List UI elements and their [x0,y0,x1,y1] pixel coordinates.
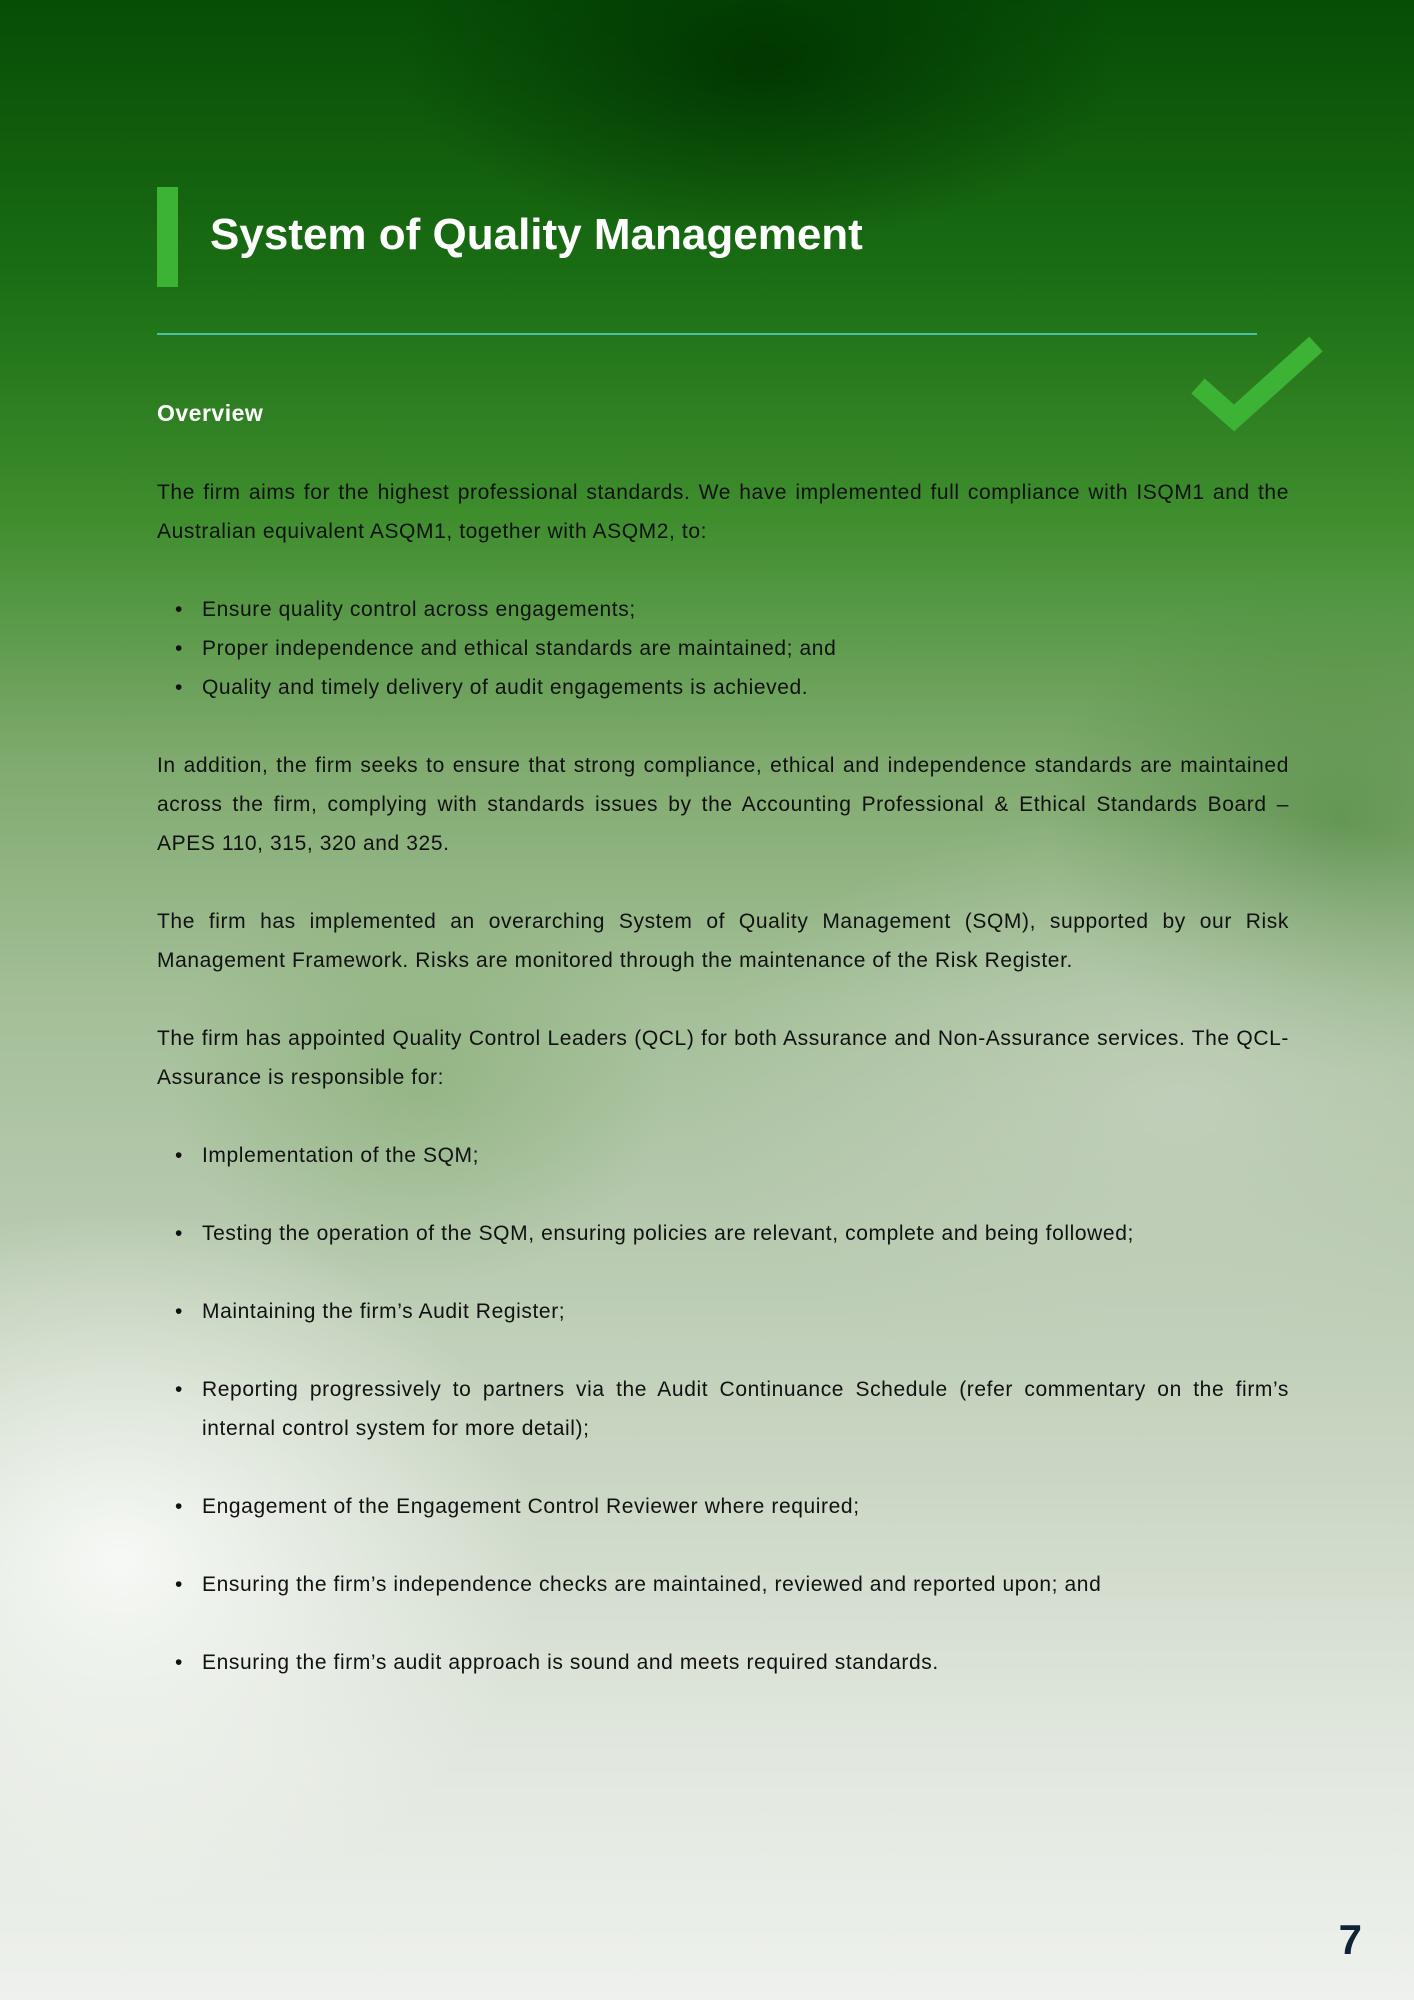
title-accent-bar [157,187,178,287]
intro-paragraph: The firm aims for the highest professional standards. We have implemented full compliance with ISQM1 and the Australian equivalent ASQM1, together with ASQM2, to: [157,481,1289,543]
list-item: • Proper independence and ethical standards are maintained; and [157,629,1289,668]
list-item: • Reporting progressively to partners via the Audit Continuance Schedule (refer commentary on the firm’s internal control system for more detail); [157,1370,1289,1448]
list-item: • Engagement of the Engagement Control Reviewer where required; [157,1487,1289,1526]
section-heading: Overview [157,400,264,426]
compliance-paragraph: In addition, the firm seeks to ensure that strong compliance, ethical and independence standards are maintained across the firm, complying with standards issues by the Accounting Professional & Ethical Standards Board – APES 110, 315, 320 and 325. [157,754,1289,855]
list-item: • Ensuring the firm’s audit approach is sound and meets required standards. [157,1643,1289,1682]
list-item: • Maintaining the firm’s Audit Register; [157,1292,1289,1331]
list-item: • Testing the operation of the SQM, ensuring policies are relevant, complete and being followed; [157,1214,1289,1253]
title-divider [157,333,1257,335]
responsibilities-list [157,1136,1289,1682]
list-item: • Ensure quality control across engagements; [157,590,1289,629]
list-item: • Quality and timely delivery of audit engagements is achieved. [157,668,1289,707]
overview-section [157,392,1289,1721]
page-title: System of Quality Management [210,210,863,259]
sqm-paragraph: The firm has implemented an overarching System of Quality Management (SQM), supported by our Risk Management Framework. Risks are monitored through the maintenance of the Risk Register. [157,910,1289,972]
aims-list [157,590,1289,707]
list-item: • Ensuring the firm’s independence checks are maintained, reviewed and reported upon; and [157,1565,1289,1604]
page-number: 7 [1338,1916,1362,1963]
list-item: • Implementation of the SQM; [157,1136,1289,1175]
qcl-paragraph: The firm has appointed Quality Control Leaders (QCL) for both Assurance and Non-Assurance services. The QCL-Assurance is responsible for: [157,1027,1289,1089]
